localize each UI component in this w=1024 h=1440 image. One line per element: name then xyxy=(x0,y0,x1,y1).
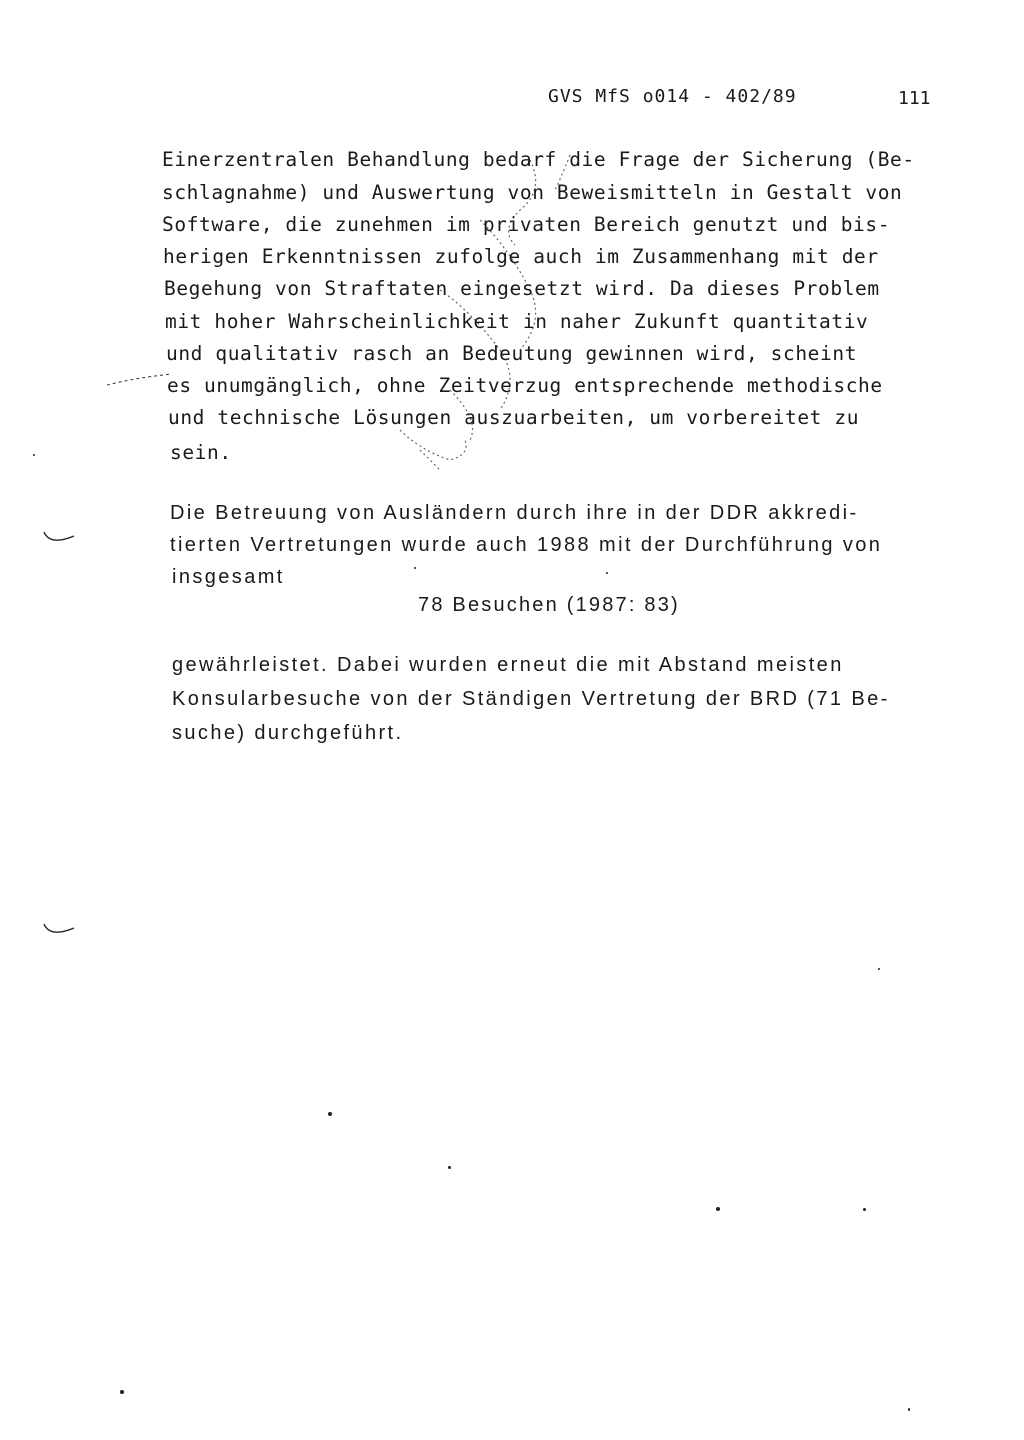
paragraph2-line-3: insgesamt xyxy=(172,566,285,588)
dust-speck xyxy=(33,454,35,456)
paragraph1-line-9: und technische Lösungen auszuarbeiten, um vorbereitet zu xyxy=(168,406,860,429)
document-reference: GVS MfS o014 - 402/89 xyxy=(548,86,797,107)
paragraph1-line-5: Begehung von Straftaten eingesetzt wird. Da dieses Problem xyxy=(164,277,880,300)
punch-hole-mark-bottom xyxy=(40,920,76,942)
dust-speck xyxy=(448,1166,451,1169)
paragraph1-line-3: Software, die zunehmen im privaten Bereich genutzt und bis- xyxy=(162,213,891,236)
dust-speck xyxy=(120,1390,124,1394)
paragraph1-line-7: und qualitativ rasch an Bedeutung gewinnen wird, scheint xyxy=(166,342,858,365)
paragraph3-line-1: gewährleistet. Dabei wurden erneut die mit Abstand meisten xyxy=(172,654,844,676)
paragraph3-line-3: suche) durchgeführt. xyxy=(172,722,404,744)
dust-speck xyxy=(328,1112,332,1116)
paragraph1-line-4: herigen Erkenntnissen zufolge auch im Zusammenhang mit der xyxy=(163,245,879,268)
dust-speck xyxy=(878,968,880,970)
dust-speck xyxy=(716,1207,720,1211)
dust-speck xyxy=(908,1408,910,1411)
page-number: 111 xyxy=(898,88,931,109)
dust-speck xyxy=(863,1208,866,1211)
paragraph1-line-2: schlagnahme) und Auswertung von Beweismitteln in Gestalt von xyxy=(162,181,903,204)
paragraph2-line-1: Die Betreuung von Ausländern durch ihre in der DDR akkredi- xyxy=(170,502,859,524)
punch-hole-mark-top xyxy=(40,528,76,550)
visits-count-line: 78 Besuchen (1987: 83) xyxy=(418,594,680,616)
dust-speck xyxy=(414,567,416,569)
paragraph2-line-2: tierten Vertretungen wurde auch 1988 mit der Durchführung von xyxy=(170,534,883,556)
margin-dash-mark xyxy=(105,360,175,390)
paragraph1-line-1: Einerzentralen Behandlung bedarf die Frage der Sicherung (Be- xyxy=(162,148,915,171)
paragraph1-line-6: mit hoher Wahrscheinlichkeit in naher Zukunft quantitativ xyxy=(165,310,869,333)
paragraph1-line-10: sein. xyxy=(170,441,232,464)
dust-speck xyxy=(606,572,608,574)
paragraph1-line-8: es unumgänglich, ohne Zeitverzug entsprechende methodische xyxy=(167,374,883,397)
paragraph3-line-2: Konsularbesuche von der Ständigen Vertretung der BRD (71 Be- xyxy=(172,688,890,710)
